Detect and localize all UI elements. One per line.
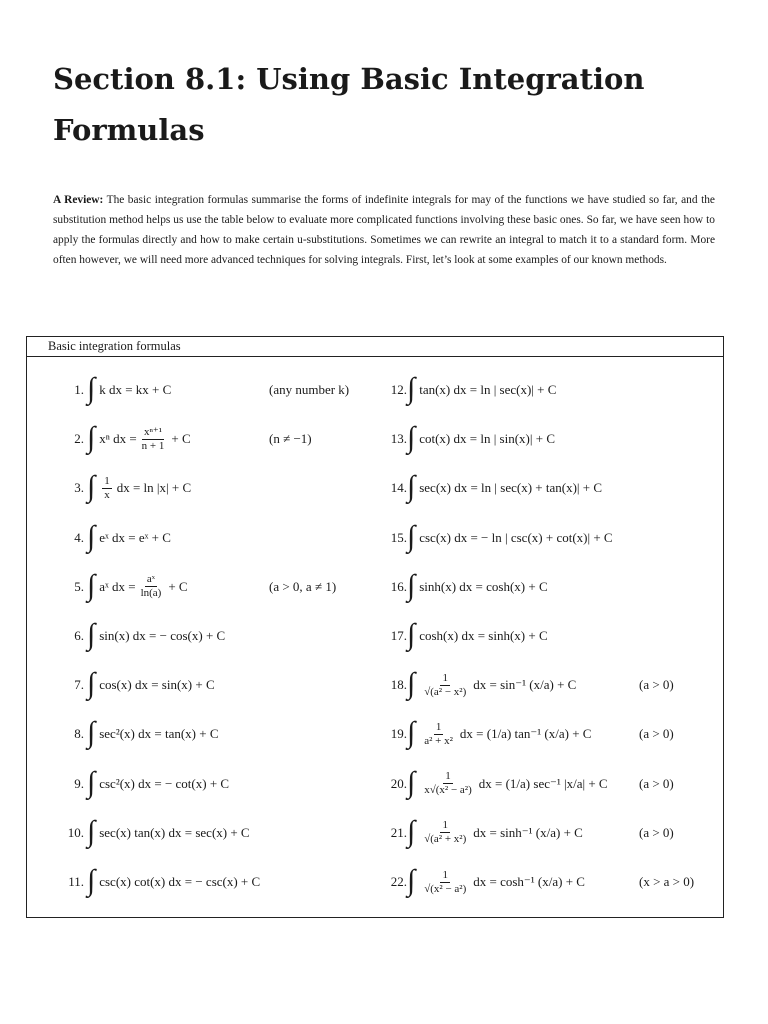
formula-expression [407, 368, 556, 412]
formula-text: sec²(x) dx = tan(x) + C [99, 726, 219, 742]
formula-text: xⁿ dx = [99, 431, 137, 447]
formula-expression [407, 466, 602, 510]
formula-condition: (a > 0) [639, 726, 674, 742]
review-paragraph [53, 190, 715, 270]
formula-number: 11. [68, 874, 84, 889]
formula-expression [87, 811, 250, 855]
formula-condition: (n ≠ −1) [269, 431, 312, 447]
formula-number: 1. [74, 382, 84, 397]
formula-number: 3. [74, 480, 84, 496]
formula-table [26, 336, 724, 918]
formula-text: cosh(x) dx = sinh(x) + C [419, 628, 548, 643]
integral-sign-icon: ∫ [407, 814, 416, 848]
formula-number: 13. [390, 431, 407, 447]
formula-expression [407, 860, 585, 904]
fraction-numerator: 1 [442, 819, 448, 832]
integral-sign-icon: ∫ [87, 568, 96, 602]
formula-fraction [422, 672, 468, 699]
formula-row [27, 860, 723, 904]
formula-expression [87, 614, 225, 658]
formula-fraction [422, 869, 468, 896]
integral-sign-icon: ∫ [87, 372, 96, 405]
formula-fraction [422, 770, 474, 797]
formula-number: 15. [390, 529, 407, 545]
formula-expression [87, 712, 219, 756]
formula-text: dx = ln |x| + C [116, 480, 192, 496]
formula-expression [87, 565, 188, 609]
formula-expression [87, 663, 215, 707]
formula-text: + C [168, 578, 188, 594]
integral-sign-icon: ∫ [87, 864, 96, 897]
integral-sign-icon: ∫ [407, 470, 416, 504]
formula-expression [407, 663, 576, 707]
formula-number: 2. [74, 431, 84, 447]
formula-fraction [140, 426, 167, 453]
formula-number: 20. [390, 775, 407, 791]
formula-row [27, 712, 723, 756]
formula-number: 22. [390, 874, 407, 889]
fraction-numerator: aˣ [146, 573, 155, 586]
formula-text: dx = (1/a) sec⁻¹ |x/a| + C [478, 775, 608, 791]
formula-fraction [422, 819, 468, 846]
formula-expression [87, 417, 191, 461]
formula-row [27, 516, 723, 560]
formula-condition: (a > 0) [639, 775, 674, 791]
formula-number: 18. [390, 677, 407, 693]
formula-number: 14. [390, 480, 407, 496]
formula-row [27, 565, 723, 609]
formula-number: 8. [74, 726, 84, 742]
integral-sign-icon: ∫ [407, 519, 416, 553]
integral-sign-icon: ∫ [87, 765, 96, 799]
formula-text: aˣ dx = [99, 578, 136, 594]
formula-text: k dx = kx + C [99, 382, 172, 397]
formula-number: 21. [390, 824, 407, 840]
formula-expression [87, 860, 260, 904]
formula-expression [87, 762, 229, 806]
formula-text: sinh(x) dx = cosh(x) + C [419, 578, 548, 594]
formula-fraction [422, 721, 455, 748]
integral-sign-icon: ∫ [407, 864, 416, 897]
integral-sign-icon: ∫ [87, 421, 96, 455]
fraction-numerator: 1 [104, 474, 110, 487]
integral-sign-icon: ∫ [407, 765, 416, 799]
integral-sign-icon: ∫ [407, 667, 416, 701]
formula-expression [407, 565, 548, 609]
formula-text: csc(x) cot(x) dx = − csc(x) + C [99, 874, 261, 889]
formula-text: sec(x) dx = ln | sec(x) + tan(x)| + C [419, 480, 603, 496]
formula-row [27, 811, 723, 855]
formula-expression [87, 368, 171, 412]
formula-number: 16. [390, 578, 407, 594]
formula-text: sec(x) tan(x) dx = sec(x) + C [99, 824, 250, 840]
formula-text: csc(x) dx = − ln | csc(x) + cot(x)| + C [419, 529, 613, 545]
formula-text: dx = (1/a) tan⁻¹ (x/a) + C [459, 726, 592, 742]
formula-row [27, 368, 723, 412]
fraction-denominator: √(a² + x²) [424, 833, 467, 846]
formula-text: dx = cosh⁻¹ (x/a) + C [473, 874, 585, 889]
fraction-numerator: 1 [435, 720, 442, 733]
formula-number: 6. [74, 628, 84, 643]
formula-expression [407, 516, 613, 560]
fraction-denominator: n + 1 [141, 439, 165, 452]
formula-condition: (x > a > 0) [639, 874, 695, 889]
integral-sign-icon: ∫ [407, 568, 416, 602]
formula-row [27, 466, 723, 510]
formula-row [27, 762, 723, 806]
formula-text: cot(x) dx = ln | sin(x)| + C [419, 431, 555, 447]
formula-expression [87, 516, 171, 560]
integral-sign-icon: ∫ [87, 667, 96, 701]
formula-expression [407, 811, 583, 855]
fraction-numerator: xⁿ⁺¹ [143, 425, 163, 438]
fraction-numerator: 1 [442, 868, 448, 881]
integral-sign-icon: ∫ [407, 716, 416, 750]
formula-condition: (a > 0) [639, 677, 674, 693]
formula-text: cos(x) dx = sin(x) + C [99, 677, 215, 693]
formula-fraction [139, 573, 164, 600]
formula-condition: (a > 0, a ≠ 1) [269, 578, 337, 594]
formula-number: 10. [67, 824, 84, 840]
section-title: Section 8.1: Using Basic Integration Formulas [53, 62, 645, 147]
formula-table-header: Basic integration formulas [27, 337, 723, 357]
formula-number: 9. [74, 775, 84, 791]
formula-text: csc²(x) dx = − cot(x) + C [99, 775, 230, 791]
formula-number: 17. [390, 628, 407, 643]
fraction-denominator: x [104, 488, 110, 501]
formula-row [27, 614, 723, 658]
formula-fraction [102, 475, 112, 502]
formula-text: dx = sinh⁻¹ (x/a) + C [473, 824, 583, 840]
formula-condition: (any number k) [269, 382, 350, 397]
fraction-denominator: √(x² − a²) [424, 882, 467, 895]
fraction-denominator: √(a² − x²) [424, 685, 467, 698]
integral-sign-icon: ∫ [87, 470, 96, 504]
integral-sign-icon: ∫ [407, 421, 416, 455]
integral-sign-icon: ∫ [407, 618, 416, 651]
integral-sign-icon: ∫ [407, 372, 416, 405]
formula-row [27, 417, 723, 461]
formula-expression [407, 762, 608, 806]
formula-number: 19. [390, 726, 407, 742]
formula-expression [407, 614, 548, 658]
formula-text: eˣ dx = eˣ + C [99, 529, 171, 545]
fraction-numerator: 1 [445, 770, 451, 783]
formula-number: 5. [74, 578, 84, 594]
fraction-denominator: a² + x² [424, 734, 453, 747]
integral-sign-icon: ∫ [87, 716, 96, 750]
review-text: The basic integration formulas summarise the forms of indefinite integrals for may of the functions we have studied so far, and the substitution method helps us use the table below to evaluate more complicated functions involving these basic ones. So far, we have seen how to apply the formulas directly and how to make certain u-substitutions. Sometimes we can rewrite an integral to match it to a standard form. More often however, we will need more advanced techniques for solving integrals. First, let’s look at some examples of our known methods. [53, 194, 715, 266]
formula-expression [87, 466, 191, 510]
formula-text: dx = sin⁻¹ (x/a) + C [473, 677, 577, 693]
fraction-denominator: x√(x² − a²) [424, 784, 472, 797]
review-lead: A Review: [53, 194, 104, 206]
integral-sign-icon: ∫ [87, 618, 96, 651]
formula-text: + C [171, 431, 191, 447]
integral-sign-icon: ∫ [87, 814, 96, 848]
formula-number: 7. [74, 677, 84, 693]
formula-expression [407, 417, 555, 461]
fraction-numerator: 1 [442, 671, 448, 684]
formula-row [27, 663, 723, 707]
formula-condition: (a > 0) [639, 824, 674, 840]
formula-expression [407, 712, 591, 756]
formula-number: 12. [390, 382, 407, 397]
fraction-denominator: ln(a) [140, 587, 162, 600]
integral-sign-icon: ∫ [87, 519, 96, 553]
formula-number: 4. [74, 529, 84, 545]
formula-text: sin(x) dx = − cos(x) + C [99, 628, 226, 643]
formula-text: tan(x) dx = ln | sec(x)| + C [419, 382, 557, 397]
